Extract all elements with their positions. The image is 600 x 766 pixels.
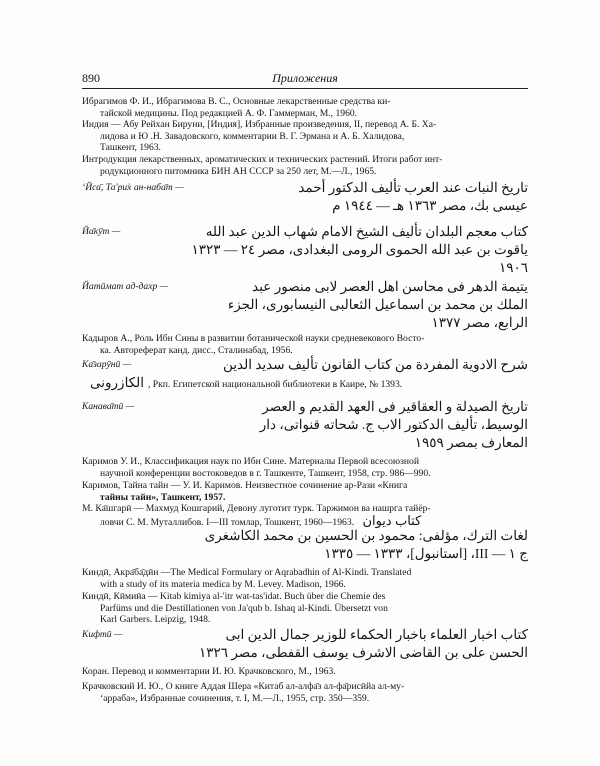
entry-yakut: Йа̄кӯт — كتاب معجم البلدان تأليف الشيخ الامام شهاب الدين عبد الله ياقوت بن عبد الله الحموى الرومى البغدادى، مصر ٢٤ — ١٣٢٣ ١٩٠٦ — [82, 224, 528, 275]
entry-kazaruni: Ка̄зарӯнӣ — شرح الادوية المفردة من كتاب القانون تأليف سديد الدين الكازرونى , Ркп. Египетской национальной библиотеки в Каире, № 1393. — [82, 357, 528, 390]
entry-label: Канава̄тӣ — — [82, 401, 135, 412]
entry-krachkovsky: Крачковский И. Ю., О книге Аддая Шера «Китаб ал-алфа̄з ал-фа̄рисӣйа ал-му- ʻарраба», Избранные сочинения, т. I, М.—Л., 1955, стр. 350—359. — [82, 681, 405, 704]
entry-kashgari: М. Ка̄шгарӣ — Махмуд Кошгарий, Девону луготит турк. Таржимон ва нашрга тайёр- ловчи С. М. Муталлибов. I—III томлар, Тошкент, 1960—1963. كتاب ديوان — [82, 503, 431, 528]
entry-label: Кифтӣ — — [82, 629, 123, 640]
entry-koran: Коран. Перевод и комментарии И. Ю. Крачковского, М., 1963. — [82, 666, 336, 677]
entry-kashgari-arabic: لغات الترك، مؤلفى: محمود بن الحسين بن محمد الكاشغرى ج ١ — III، [استانبول]، ١٣٣٣ — ١٣٣٥ — [204, 528, 528, 561]
entry-kindi-2: Киндӣ, Кӣмиӣа — Kitab kimiya al-'itr wat-tas'idat. Buch über die Chemie des Parfüms und die Destillationen von Ja'qub b. Ishaq al-Kindi. Übersetzt von Karl Garbers. Leipzig, 1948. — [82, 591, 388, 626]
page-header — [82, 71, 528, 87]
entry-karimov-1: Каримов У. И., Классификация наук по Ибн Сине. Материалы Первой всесоюзной научной конференции востоковедов в г. Ташкенте, Ташкент, 1958, стр. 986—990. — [82, 456, 431, 479]
entry-india: Индия — Абу Рейхан Бируни, [Индия], Избранные произведения, II, перевод А. Б. Ха- лидова и Ю .Н. Завадовского, комментарии В. Г. Эрмана и А. Б. Халидова, Ташкент, 1963. — [82, 119, 437, 154]
entry-introduction: Интродукция лекарственных, ароматических и технических растений. Итоги работ инт- родукционного питомника БИН АН СССР за 250 лет, М.—Л., 1965. — [82, 154, 443, 177]
entry-kifti: Кифтӣ — كتاب اخبار العلماء باخبار الحكماء للوزير جمال الدين ابى الحسن على بن القاضى الاشرف يوسف القفطى، مصر ١٣٢٦ — [82, 627, 528, 660]
entry-kindi-1: Киндӣ, Акра̄ба̄дӣн —The Medical Formulary or Aqrabadhin of Al-Kindi. Translated with a study of its materia medica by M. Levey. Madison, 1966. — [82, 567, 412, 590]
entry-yatimat: Йатӣмат ад-дахр — يتيمة الدهر فى محاسن اهل العصر لابى منصور عبد الملك بن محمد بن اسماعيل الثعالبى النيسابورى، الجزء الرابع، مصر ١٣٧٧ — [82, 279, 528, 330]
running-title: Приложения — [272, 71, 338, 85]
entry-isa: ʻЙса̄, Та'ри̇х ан-наба̄т — تاريخ النبات عند العرب تأليف الدكتور أحمد عيسى بك، مصر ١٣٦٣ هـ — ١٩٤٤ م — [82, 180, 528, 213]
header-rule — [82, 88, 528, 89]
entry-label: Ка̄зарӯнӣ — — [82, 359, 132, 370]
entry-kanawati: Канава̄тӣ — تاريخ الصيدلة و العقاقير فى العهد القديم و العصر الوسيط، تأليف الدكتور الاب ج. شحاته قنواتى، دار المعارف بمصر ١٩٥٩ — [82, 399, 528, 450]
entry-kadyrov: Кадыров А., Роль Ибн Сины в развитии ботанической науки средневекового Восто- ка. Автореферат канд. дисс., Сталинабад, 1956. — [82, 333, 425, 356]
entry-label: Йа̄кӯт — — [82, 226, 121, 237]
entry-karimov-2: Каримов, Тайна тайн — У. И. Каримов. Неизвестное сочинение ар-Рази «Книга тайны тайн», Ташкент, 1957. — [82, 480, 408, 503]
page-number: 890 — [82, 71, 100, 85]
entry-label: ʻЙса̄, Та'ри̇х ан-наба̄т — — [82, 182, 184, 193]
entry-label: Йатӣмат ад-дахр — — [82, 281, 169, 292]
entry-ibragimov: Ибрагимов Ф. И., Ибрагимова В. С., Основные лекарственные средства ки- тайской медицины. Под редакцией А. Ф. Гаммерман, М., 1960. — [82, 96, 391, 119]
